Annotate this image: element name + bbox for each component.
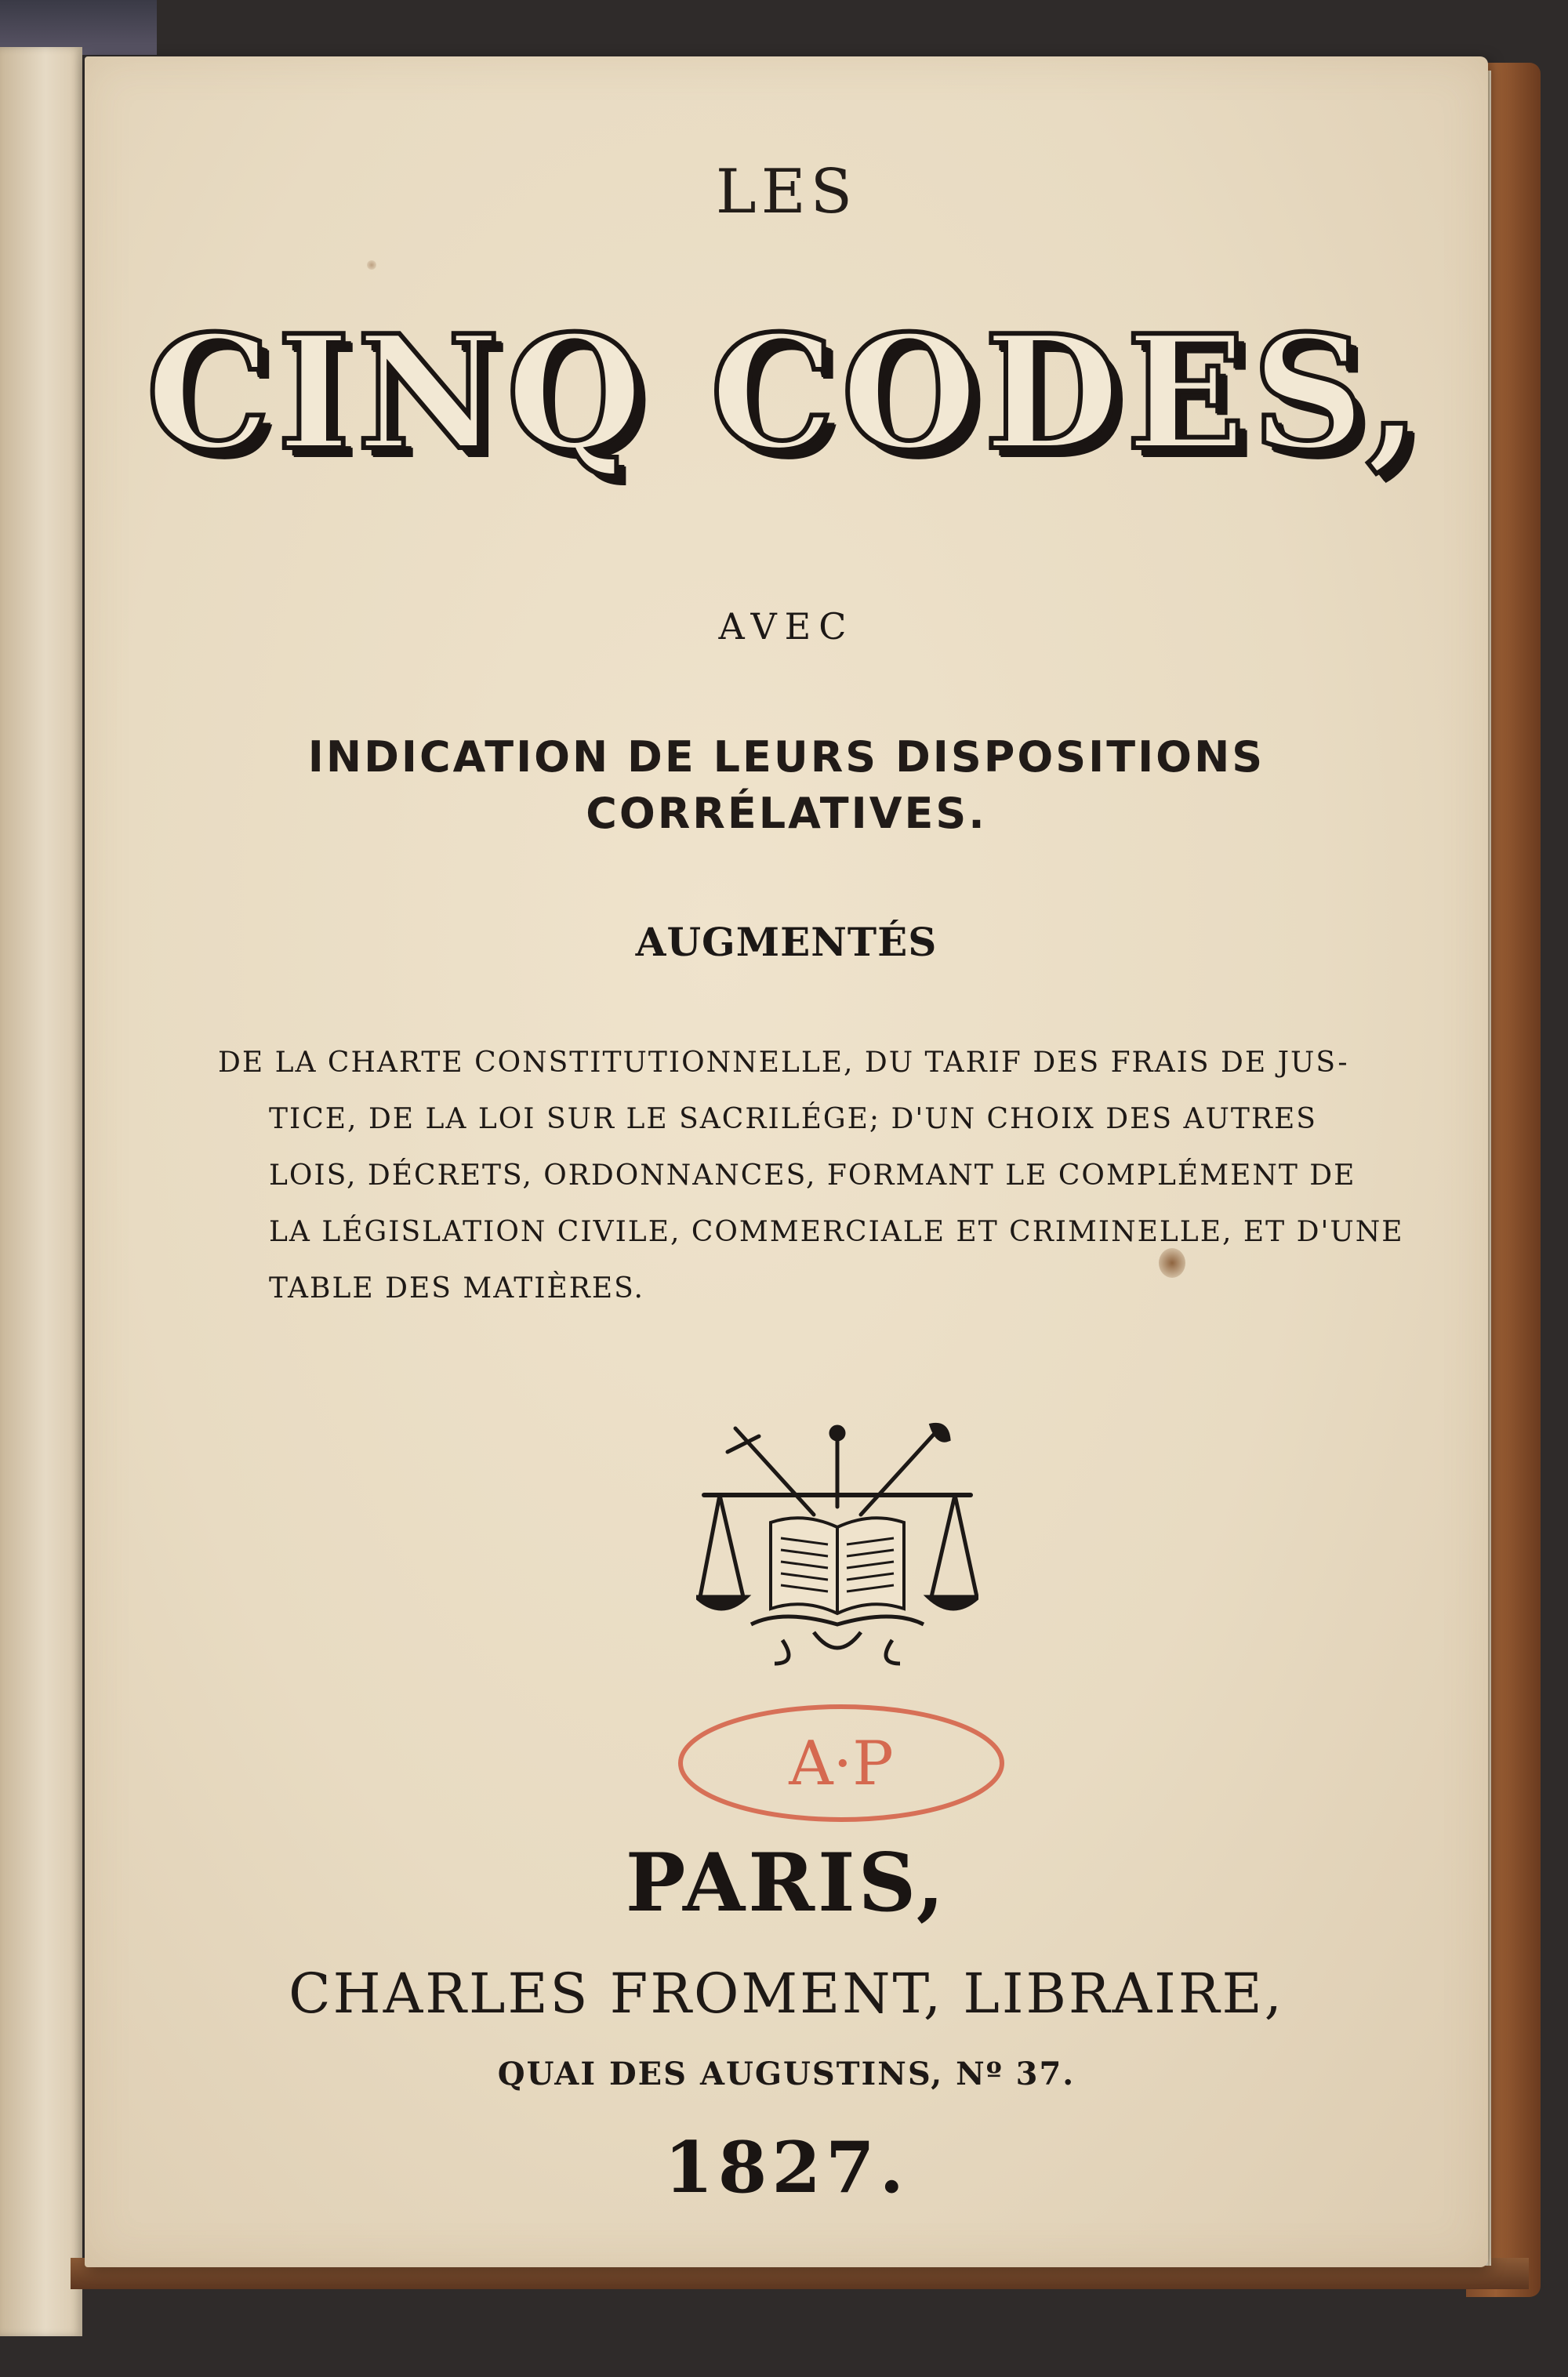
imprint-publisher: CHARLES FROMENT, LIBRAIRE,	[289, 1961, 1284, 2026]
description-line: TABLE DES MATIÈRES.	[269, 1272, 644, 1305]
description-paragraph	[218, 1035, 1504, 1317]
scales-of-justice-with-book-icon	[696, 1421, 978, 1671]
subtitle-avec: AVEC	[718, 605, 855, 648]
title-prefix: LES	[715, 157, 858, 227]
description-line: DE LA CHARTE CONSTITUTIONNELLE, DU TARIF DES FRAIS DE JUS-	[218, 1047, 1349, 1079]
description-line: LOIS, DÉCRETS, ORDONNANCES, FORMANT LE COMPLÉMENT DE	[269, 1159, 1356, 1192]
main-title: CINQ CODES,	[146, 301, 1427, 485]
foxing-stain	[367, 260, 376, 270]
description-line: LA LÉGISLATION CIVILE, COMMERCIALE ET CRIMINELLE, ET D'UNE	[269, 1216, 1404, 1248]
subtitle-augmentes: AUGMENTÉS	[635, 919, 938, 965]
title-page	[85, 56, 1488, 2267]
imprint-year: 1827.	[664, 2126, 909, 2209]
subtitle-indication-line2: CORRÉLATIVES.	[586, 789, 987, 838]
stamp-text: A·P	[789, 1729, 894, 1799]
imprint-city: PARIS,	[625, 1836, 948, 1930]
subtitle-indication-line1: INDICATION DE LEURS DISPOSITIONS	[307, 732, 1265, 782]
library-stamp-icon	[669, 1697, 1014, 1830]
imprint-address: QUAI DES AUGUSTINS, Nº 37.	[497, 2056, 1076, 2092]
left-leaf	[0, 47, 82, 2336]
description-line: TICE, DE LA LOI SUR LE SACRILÉGE; D'UN CHOIX DES AUTRES	[269, 1103, 1317, 1135]
